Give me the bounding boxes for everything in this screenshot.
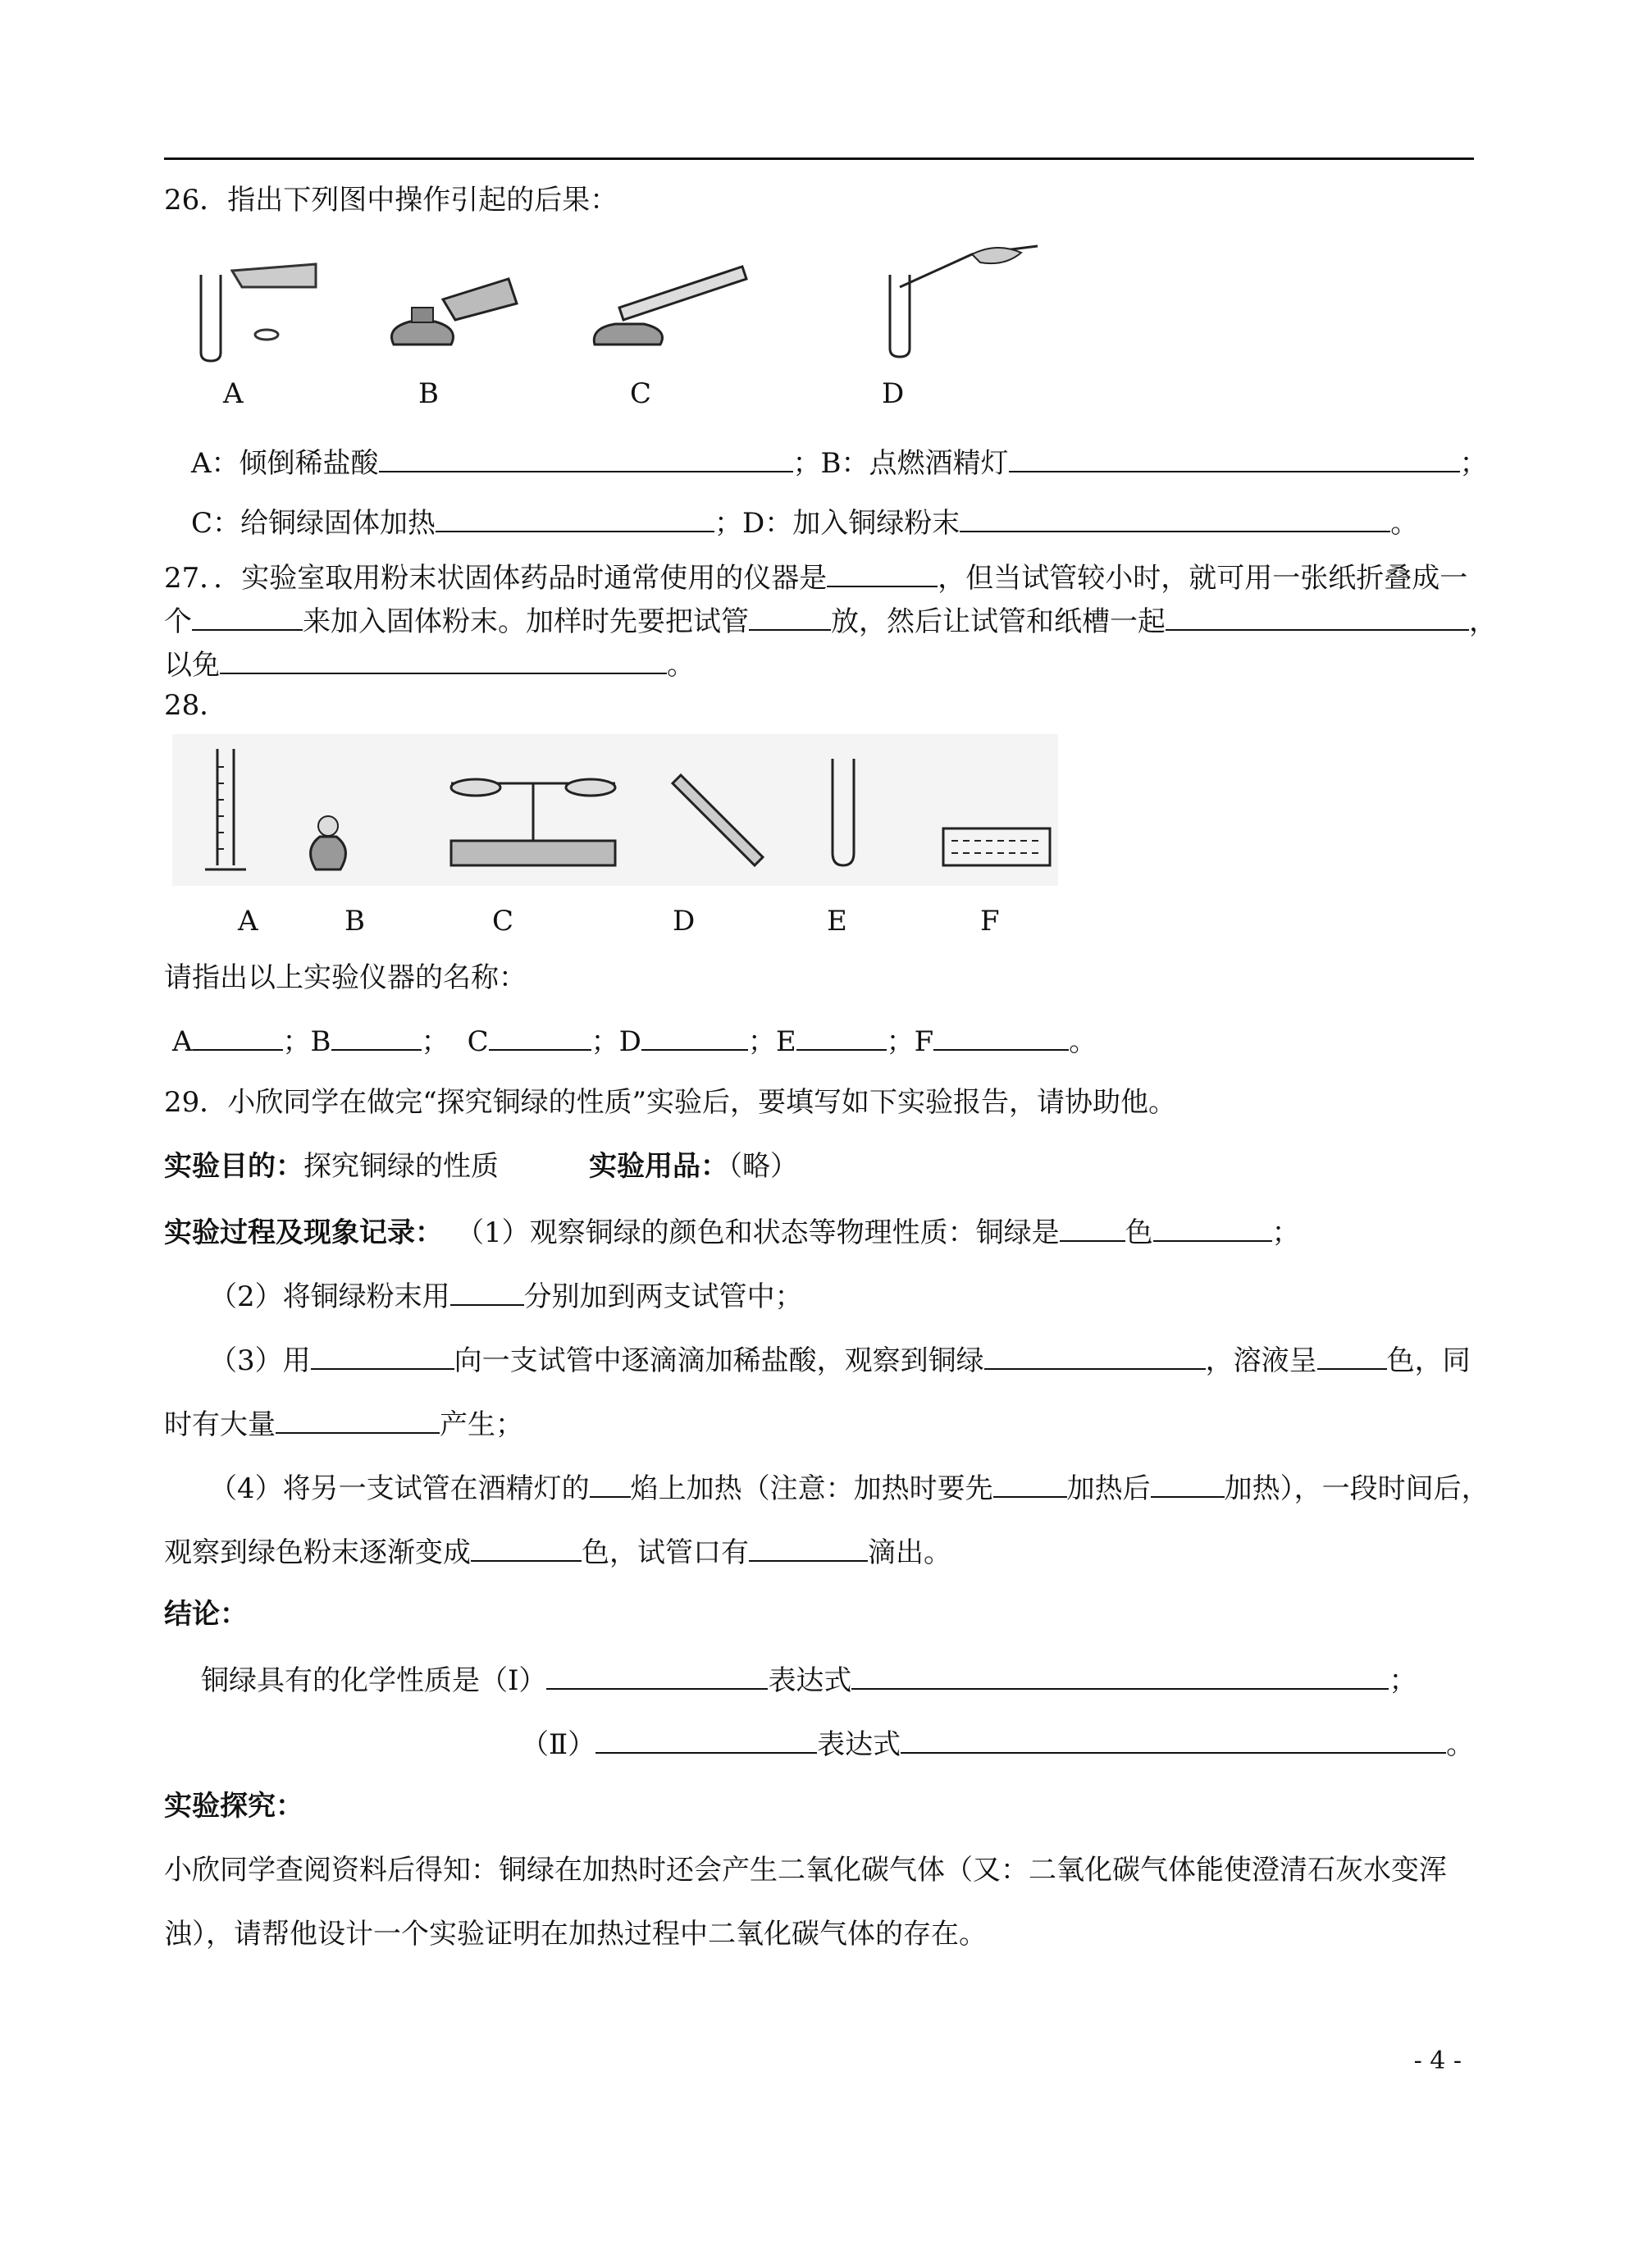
q29-c1c: ； — [1389, 1664, 1417, 1697]
q29-step4-line — [209, 1468, 1490, 1507]
q27-blank4[interactable] — [1166, 601, 1469, 631]
q29-explore-label: 实验探究： — [164, 1790, 303, 1823]
q29-s3d: 色，同 — [1386, 1344, 1471, 1377]
q29-conclusion-1 — [201, 1660, 1417, 1699]
header-rule — [164, 157, 1474, 160]
q29-blank-s4-drops[interactable] — [749, 1532, 868, 1562]
q26-label-c: C — [630, 377, 652, 410]
q29-explore-line1: 小欣同学查阅资料后得知：铜绿在加热时还会产生二氧化碳气体（又：二氧化碳气体能使澄清石灰水变浑 — [164, 1854, 1447, 1887]
q27-line2 — [164, 601, 1497, 640]
q26-b-blank[interactable] — [1009, 443, 1460, 472]
q28-ans-sep: ； — [421, 1025, 449, 1058]
q26-figure-d — [874, 238, 1038, 361]
q26-title: 26．指出下列图中操作引起的后果： — [164, 184, 618, 217]
q29-c2b: 表达式 — [817, 1728, 901, 1761]
q26-label-d: D — [882, 377, 905, 410]
q27-blank3[interactable] — [749, 601, 831, 631]
q29-s4b: 焰上加热（注意：加热时要先 — [630, 1472, 993, 1505]
q29-blank-s4-color[interactable] — [471, 1532, 582, 1562]
q27-p2: ，但当试管较小时，就可用一张纸折叠成一 — [938, 562, 1468, 595]
q29-step3-cont — [164, 1404, 523, 1443]
q29-conclusion-label: 结论： — [164, 1598, 248, 1631]
q29-blank-c2-expr[interactable] — [901, 1724, 1446, 1754]
q29-s3a: （3）用 — [209, 1344, 311, 1377]
q29-c2a: （Ⅱ） — [521, 1728, 596, 1761]
q28-label-c: C — [492, 905, 514, 938]
q28-blank-f[interactable] — [933, 1021, 1069, 1051]
page-number: - 4 - — [1413, 2047, 1462, 2075]
q29-process-label: 实验过程及现象记录： — [164, 1216, 443, 1249]
q27-blank2[interactable] — [192, 601, 303, 631]
q27-blank5[interactable] — [220, 645, 667, 674]
q29-s2b: 分别加到两支试管中； — [523, 1280, 803, 1313]
q29-blank-s1-color[interactable] — [1060, 1212, 1125, 1242]
q29-s4a: （4）将另一支试管在酒精灯的 — [209, 1472, 590, 1505]
q29-blank-s3-color[interactable] — [1317, 1340, 1387, 1370]
q26-a-blank[interactable] — [379, 443, 793, 472]
q29-purpose-label: 实验目的： — [164, 1150, 303, 1183]
q29-s3c: ，溶液呈 — [1205, 1344, 1317, 1377]
q29-step1-line — [164, 1212, 1300, 1251]
q29-blank-c1-expr[interactable] — [851, 1660, 1389, 1690]
q27-blank1[interactable] — [827, 558, 938, 587]
q28-title: 28． — [164, 689, 228, 722]
q29-intro: 29．小欣同学在做完“探究铜绿的性质”实验后，要填写如下实验报告，请协助他。 — [164, 1086, 1177, 1119]
q29-c2c: 。 — [1446, 1728, 1475, 1761]
q29-blank-s3-tool[interactable] — [311, 1340, 454, 1370]
q29-explore-line2: 浊），请帮他设计一个实验证明在加热过程中二氧化碳气体的存在。 — [164, 1918, 987, 1951]
q29-blank-s3-gas[interactable] — [276, 1404, 440, 1434]
q28-label-f: F — [980, 905, 1000, 938]
q28-blank-e[interactable] — [796, 1021, 887, 1051]
q29-s3b: 向一支试管中逐滴滴加稀盐酸，观察到铜绿 — [454, 1344, 984, 1377]
q28-figure — [172, 734, 1058, 886]
q28-ans-e-label: ；E — [747, 1025, 796, 1058]
q26-line-ab — [191, 443, 1488, 481]
q28-ans-a-label: A — [172, 1025, 193, 1058]
q26-d-blank[interactable] — [960, 503, 1390, 532]
q27-p4: 来加入固体粉末。加样时先要把试管 — [303, 605, 749, 638]
q29-s3e: 时有大量 — [164, 1408, 276, 1441]
q27-p3: 个 — [164, 605, 192, 638]
q29-s4d: 加热），一段时间后， — [1224, 1472, 1490, 1505]
q28-ans-c-label: C — [467, 1025, 489, 1058]
q29-s1b: 色 — [1125, 1216, 1153, 1249]
q28-label-a: A — [238, 905, 258, 938]
q26-c-blank[interactable] — [436, 503, 714, 532]
q29-purpose: 探究铜绿的性质 — [303, 1150, 499, 1183]
q29-supplies: （略） — [728, 1150, 798, 1183]
q28-blank-c[interactable] — [489, 1021, 591, 1051]
q26-label-a: A — [223, 377, 244, 410]
q29-blank-c2-prop[interactable] — [595, 1724, 817, 1754]
q28-ans-d-label: ；D — [591, 1025, 641, 1058]
q28-ans-f-label: ；F — [886, 1025, 934, 1058]
q29-s1a: （1）观察铜绿的颜色和状态等物理性质：铜绿是 — [456, 1216, 1060, 1249]
q29-blank-s4-then[interactable] — [1151, 1468, 1225, 1498]
q28-blank-d[interactable] — [641, 1021, 748, 1051]
q28-prompt: 请指出以上实验仪器的名称： — [164, 961, 527, 994]
q26-b-text: ；B：点燃酒精灯 — [792, 447, 1009, 480]
q29-step3-line — [209, 1340, 1471, 1379]
q29-c1b: 表达式 — [768, 1664, 852, 1697]
q27-p8: 。 — [667, 649, 695, 682]
q28-answer-line — [172, 1021, 1097, 1060]
q28-label-e: E — [827, 905, 847, 938]
q29-blank-s1-state[interactable] — [1153, 1212, 1272, 1242]
q29-blank-s4-flame[interactable] — [590, 1468, 631, 1498]
q27-p5: 放，然后让试管和纸槽一起 — [831, 605, 1166, 638]
q29-s4c: 加热后 — [1066, 1472, 1151, 1505]
q29-s4f: 色，试管口有 — [582, 1536, 749, 1569]
q28-figure-panel — [172, 734, 1058, 886]
q28-label-b: B — [344, 905, 365, 938]
q29-s2a: （2）将铜绿粉末用 — [209, 1280, 450, 1313]
q26-figure-a — [193, 246, 332, 361]
q26-end2: 。 — [1390, 507, 1419, 540]
q27-line1 — [164, 558, 1467, 596]
q26-line-cd — [191, 503, 1418, 541]
q26-figure-b — [377, 262, 525, 361]
q26-end1: ； — [1459, 447, 1488, 480]
q29-s4g: 滴出。 — [868, 1536, 951, 1569]
q28-label-d: D — [673, 905, 696, 938]
q27-p1: 27．．实验室取用粉末状固体药品时通常使用的仪器是 — [164, 562, 828, 595]
q26-d-text: ；D：加入铜绿粉末 — [714, 507, 960, 540]
q29-supplies-label: 实验用品： — [589, 1150, 728, 1183]
q28-ans-end: 。 — [1069, 1025, 1097, 1058]
q29-purpose-line — [164, 1148, 798, 1184]
q29-step4-cont — [164, 1532, 951, 1571]
q28-blank-b[interactable] — [331, 1021, 422, 1051]
q28-blank-a[interactable] — [193, 1021, 283, 1051]
q28-ans-b-label: ；B — [282, 1025, 331, 1058]
q29-s4e: 观察到绿色粉末逐渐变成 — [164, 1536, 471, 1569]
q29-blank-c1-prop[interactable] — [546, 1660, 768, 1690]
q29-blank-s2[interactable] — [450, 1276, 524, 1306]
q27-p7: 以免 — [164, 649, 220, 682]
q29-step2-line — [209, 1276, 803, 1315]
q29-blank-s4-first[interactable] — [993, 1468, 1067, 1498]
q27-line3 — [164, 645, 695, 683]
q26-a-text: A：倾倒稀盐酸 — [191, 447, 379, 480]
q29-s1c: ； — [1271, 1216, 1300, 1249]
q29-s3f: 产生； — [440, 1408, 523, 1441]
q27-p6: ， — [1469, 605, 1497, 638]
q26-figure-c — [586, 254, 751, 361]
q29-blank-s3-observe[interactable] — [984, 1340, 1206, 1370]
q26-c-text: C：给铜绿固体加热 — [191, 507, 436, 540]
q26-label-b: B — [418, 377, 439, 410]
q29-c1a: 铜绿具有的化学性质是（Ⅰ） — [201, 1664, 547, 1697]
q29-conclusion-2 — [521, 1724, 1474, 1763]
